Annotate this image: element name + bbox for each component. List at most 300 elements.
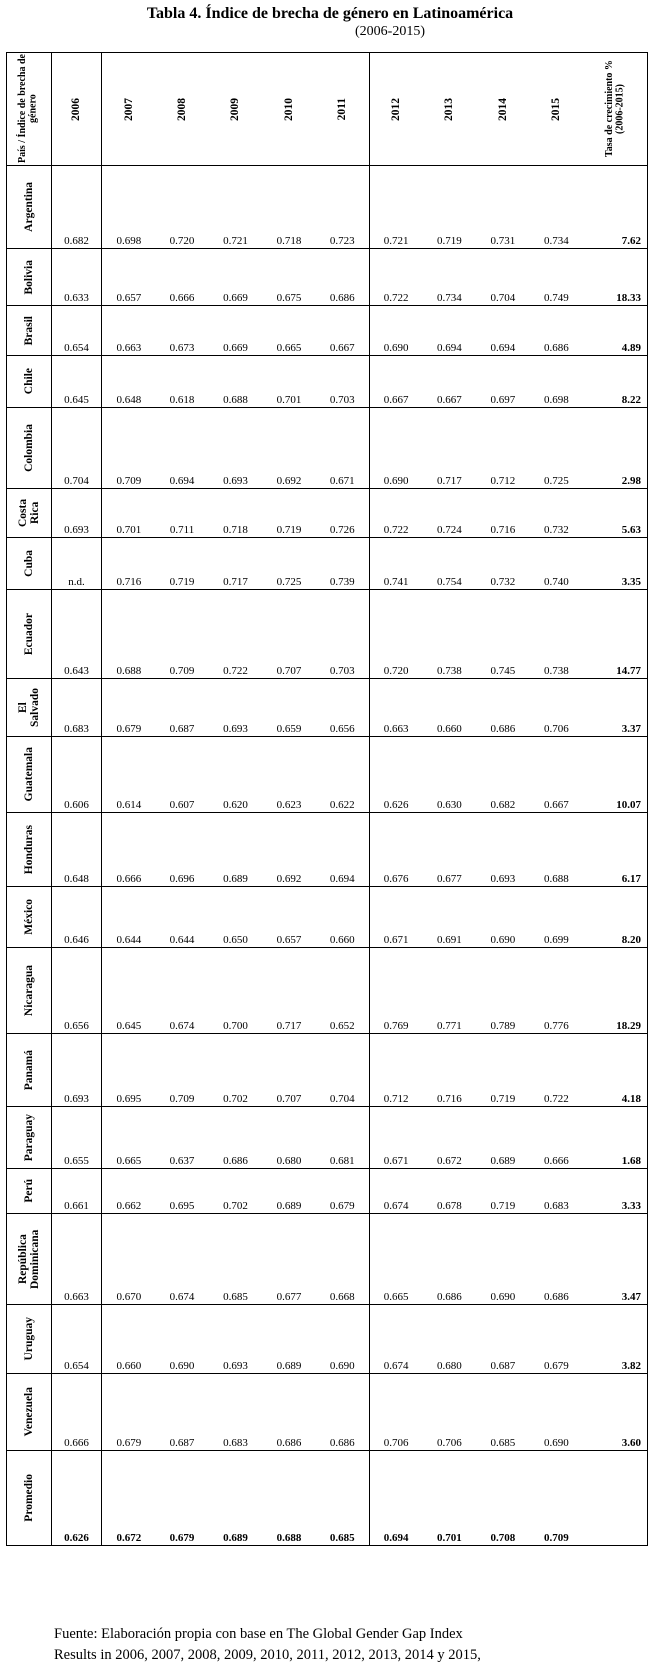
header-year-label: 2011 <box>336 97 349 121</box>
value-cell: 0.745 <box>476 590 529 679</box>
value-cell: 0.693 <box>209 1305 262 1374</box>
table-row <box>7 813 648 887</box>
rate-cell: 1.68 <box>583 1107 647 1169</box>
header-year-label: 2006 <box>70 97 83 121</box>
value-cell: 0.673 <box>155 306 208 356</box>
value-cell: 0.686 <box>316 249 369 306</box>
table-row <box>7 887 648 948</box>
value-cell: 0.700 <box>209 948 262 1034</box>
rate-cell: 18.33 <box>583 249 647 306</box>
table-subtitle: (2006-2015) <box>355 24 425 39</box>
value-cell: 0.693 <box>209 408 262 489</box>
value-cell: 0.701 <box>423 1451 476 1546</box>
value-cell: 0.711 <box>155 489 208 538</box>
country-cell <box>7 590 52 679</box>
value-cell: 0.722 <box>530 1034 583 1107</box>
value-cell: 0.708 <box>476 1451 529 1546</box>
value-cell: 0.672 <box>102 1451 155 1546</box>
value-cell: 0.665 <box>262 306 315 356</box>
table-row <box>7 1034 648 1107</box>
value-cell: 0.701 <box>262 356 315 408</box>
value-cell: 0.771 <box>423 948 476 1034</box>
value-cell: 0.738 <box>423 590 476 679</box>
value-cell: 0.674 <box>155 948 208 1034</box>
value-cell: 0.670 <box>102 1214 155 1305</box>
value-cell: 0.666 <box>51 1374 102 1451</box>
value-cell: 0.674 <box>155 1214 208 1305</box>
table-row <box>7 306 648 356</box>
value-cell: 0.663 <box>102 306 155 356</box>
country-cell <box>7 737 52 813</box>
rate-cell: 4.18 <box>583 1034 647 1107</box>
value-cell: 0.667 <box>530 737 583 813</box>
value-cell: 0.731 <box>476 166 529 249</box>
value-cell: 0.693 <box>209 679 262 737</box>
country-cell <box>7 356 52 408</box>
value-cell: 0.654 <box>51 306 102 356</box>
rate-cell <box>583 1451 647 1546</box>
country-cell-label: El Salvado <box>16 688 41 727</box>
country-cell-label: Ecuador <box>22 612 35 656</box>
value-cell: 0.626 <box>369 737 422 813</box>
value-cell: 0.666 <box>530 1107 583 1169</box>
country-cell-label: Honduras <box>22 824 35 875</box>
value-cell: 0.704 <box>51 408 102 489</box>
value-cell: 0.689 <box>209 813 262 887</box>
table-title: Tabla 4. Índice de brecha de género en Latinoamérica <box>146 5 514 22</box>
value-cell: 0.682 <box>476 737 529 813</box>
value-cell: 0.690 <box>476 1214 529 1305</box>
value-cell: 0.692 <box>262 408 315 489</box>
value-cell: 0.686 <box>530 306 583 356</box>
value-cell: 0.690 <box>369 408 422 489</box>
rate-cell: 6.17 <box>583 813 647 887</box>
value-cell: 0.666 <box>155 249 208 306</box>
value-cell: 0.789 <box>476 948 529 1034</box>
value-cell: 0.702 <box>209 1034 262 1107</box>
value-cell: 0.686 <box>530 1214 583 1305</box>
value-cell: 0.678 <box>423 1169 476 1214</box>
header-year-label: 2013 <box>443 97 456 121</box>
value-cell: 0.701 <box>102 489 155 538</box>
header-year <box>262 53 315 166</box>
value-cell: 0.660 <box>316 887 369 948</box>
value-cell: 0.679 <box>316 1169 369 1214</box>
country-cell-label: Uruguay <box>22 1317 35 1361</box>
country-cell <box>7 408 52 489</box>
value-cell: 0.637 <box>155 1107 208 1169</box>
value-cell: 0.671 <box>369 1107 422 1169</box>
country-cell <box>7 948 52 1034</box>
value-cell: 0.654 <box>51 1305 102 1374</box>
value-cell: 0.668 <box>316 1214 369 1305</box>
value-cell: 0.688 <box>209 356 262 408</box>
value-cell: 0.675 <box>262 249 315 306</box>
value-cell: 0.691 <box>423 887 476 948</box>
value-cell: 0.655 <box>51 1107 102 1169</box>
table-row <box>7 1451 648 1546</box>
header-year-label: 2014 <box>496 97 509 121</box>
value-cell: 0.709 <box>102 408 155 489</box>
value-cell: 0.719 <box>476 1169 529 1214</box>
value-cell: 0.707 <box>262 590 315 679</box>
header-year <box>316 53 369 166</box>
value-cell: 0.669 <box>209 306 262 356</box>
value-cell: 0.698 <box>530 356 583 408</box>
value-cell: 0.660 <box>102 1305 155 1374</box>
value-cell: 0.699 <box>530 887 583 948</box>
value-cell: 0.687 <box>155 679 208 737</box>
value-cell: n.d. <box>51 538 102 590</box>
value-cell: 0.709 <box>155 590 208 679</box>
value-cell: 0.652 <box>316 948 369 1034</box>
value-cell: 0.685 <box>209 1214 262 1305</box>
header-year <box>209 53 262 166</box>
header-year <box>102 53 155 166</box>
value-cell: 0.738 <box>530 590 583 679</box>
value-cell: 0.690 <box>530 1374 583 1451</box>
value-cell: 0.679 <box>102 679 155 737</box>
value-cell: 0.679 <box>102 1374 155 1451</box>
country-cell-label: Venezuela <box>22 1387 35 1437</box>
header-year-label: 2007 <box>122 97 135 121</box>
value-cell: 0.671 <box>369 887 422 948</box>
value-cell: 0.671 <box>316 408 369 489</box>
value-cell: 0.732 <box>476 538 529 590</box>
value-cell: 0.719 <box>423 166 476 249</box>
rate-cell: 4.89 <box>583 306 647 356</box>
table-row <box>7 590 648 679</box>
value-cell: 0.680 <box>262 1107 315 1169</box>
country-cell-label: Costa Rica <box>16 498 41 528</box>
value-cell: 0.679 <box>530 1305 583 1374</box>
value-cell: 0.724 <box>423 489 476 538</box>
header-year-label: 2015 <box>550 97 563 121</box>
header-row <box>7 53 648 166</box>
value-cell: 0.720 <box>155 166 208 249</box>
value-cell: 0.666 <box>102 813 155 887</box>
value-cell: 0.725 <box>530 408 583 489</box>
header-year-label: 2010 <box>282 97 295 121</box>
rate-cell: 5.63 <box>583 489 647 538</box>
country-cell-label: Argentina <box>22 182 35 232</box>
value-cell: 0.703 <box>316 590 369 679</box>
country-cell <box>7 489 52 538</box>
table-row <box>7 1214 648 1305</box>
header-year <box>155 53 208 166</box>
value-cell: 0.717 <box>262 948 315 1034</box>
value-cell: 0.693 <box>51 489 102 538</box>
value-cell: 0.720 <box>369 590 422 679</box>
value-cell: 0.686 <box>423 1214 476 1305</box>
value-cell: 0.719 <box>476 1034 529 1107</box>
value-cell: 0.721 <box>369 166 422 249</box>
country-cell-label: Bolivia <box>22 259 35 295</box>
value-cell: 0.734 <box>530 166 583 249</box>
value-cell: 0.703 <box>316 356 369 408</box>
table-row <box>7 737 648 813</box>
country-cell-label: Brasil <box>22 315 35 346</box>
table-row <box>7 249 648 306</box>
header-year <box>423 53 476 166</box>
value-cell: 0.718 <box>209 489 262 538</box>
table-row <box>7 166 648 249</box>
value-cell: 0.674 <box>369 1305 422 1374</box>
value-cell: 0.677 <box>423 813 476 887</box>
value-cell: 0.726 <box>316 489 369 538</box>
value-cell: 0.688 <box>262 1451 315 1546</box>
country-cell <box>7 249 52 306</box>
value-cell: 0.689 <box>476 1107 529 1169</box>
value-cell: 0.681 <box>316 1107 369 1169</box>
rate-cell: 10.07 <box>583 737 647 813</box>
value-cell: 0.723 <box>316 166 369 249</box>
value-cell: 0.707 <box>262 1034 315 1107</box>
value-cell: 0.693 <box>51 1034 102 1107</box>
value-cell: 0.732 <box>530 489 583 538</box>
value-cell: 0.680 <box>423 1305 476 1374</box>
value-cell: 0.683 <box>209 1374 262 1451</box>
value-cell: 0.606 <box>51 737 102 813</box>
table-row <box>7 1169 648 1214</box>
value-cell: 0.648 <box>51 813 102 887</box>
value-cell: 0.689 <box>262 1169 315 1214</box>
value-cell: 0.626 <box>51 1451 102 1546</box>
country-cell-label: República Dominicana <box>16 1229 41 1289</box>
value-cell: 0.706 <box>423 1374 476 1451</box>
table-row <box>7 538 648 590</box>
table-row <box>7 1107 648 1169</box>
value-cell: 0.687 <box>155 1374 208 1451</box>
source-line-2: Results in 2006, 2007, 2008, 2009, 2010, 2011, 2012, 2013, 2014 y 2015, <box>54 1647 481 1663</box>
value-cell: 0.644 <box>155 887 208 948</box>
value-cell: 0.706 <box>530 679 583 737</box>
value-cell: 0.683 <box>530 1169 583 1214</box>
value-cell: 0.622 <box>316 737 369 813</box>
value-cell: 0.661 <box>51 1169 102 1214</box>
value-cell: 0.702 <box>209 1169 262 1214</box>
value-cell: 0.690 <box>476 887 529 948</box>
country-cell <box>7 166 52 249</box>
rate-cell: 14.77 <box>583 590 647 679</box>
country-cell-label: Paraguay <box>22 1113 35 1162</box>
country-cell-label: Chile <box>22 368 35 395</box>
value-cell: 0.688 <box>530 813 583 887</box>
country-cell <box>7 679 52 737</box>
value-cell: 0.694 <box>423 306 476 356</box>
value-cell: 0.643 <box>51 590 102 679</box>
header-year-label: 2008 <box>176 97 189 121</box>
value-cell: 0.717 <box>209 538 262 590</box>
value-cell: 0.717 <box>423 408 476 489</box>
table-row <box>7 356 648 408</box>
value-cell: 0.712 <box>476 408 529 489</box>
rate-cell: 8.20 <box>583 887 647 948</box>
value-cell: 0.718 <box>262 166 315 249</box>
country-cell <box>7 1451 52 1546</box>
value-cell: 0.704 <box>476 249 529 306</box>
value-cell: 0.734 <box>423 249 476 306</box>
value-cell: 0.686 <box>476 679 529 737</box>
value-cell: 0.657 <box>262 887 315 948</box>
value-cell: 0.716 <box>102 538 155 590</box>
header-year <box>369 53 422 166</box>
rate-cell: 3.33 <box>583 1169 647 1214</box>
value-cell: 0.690 <box>369 306 422 356</box>
value-cell: 0.716 <box>476 489 529 538</box>
header-corner-label: País / Índice de brecha de género <box>17 54 39 164</box>
value-cell: 0.686 <box>316 1374 369 1451</box>
value-cell: 0.648 <box>102 356 155 408</box>
table-row <box>7 408 648 489</box>
value-cell: 0.663 <box>369 679 422 737</box>
country-cell <box>7 1107 52 1169</box>
value-cell: 0.769 <box>369 948 422 1034</box>
value-cell: 0.679 <box>155 1451 208 1546</box>
value-cell: 0.685 <box>316 1451 369 1546</box>
value-cell: 0.754 <box>423 538 476 590</box>
value-cell: 0.690 <box>316 1305 369 1374</box>
value-cell: 0.776 <box>530 948 583 1034</box>
value-cell: 0.656 <box>316 679 369 737</box>
value-cell: 0.725 <box>262 538 315 590</box>
country-cell <box>7 306 52 356</box>
value-cell: 0.650 <box>209 887 262 948</box>
value-cell: 0.722 <box>369 489 422 538</box>
table-row <box>7 679 648 737</box>
value-cell: 0.644 <box>102 887 155 948</box>
table-row <box>7 489 648 538</box>
table-row <box>7 1305 648 1374</box>
header-year-label: 2009 <box>229 97 242 121</box>
value-cell: 0.685 <box>476 1374 529 1451</box>
value-cell: 0.739 <box>316 538 369 590</box>
value-cell: 0.686 <box>262 1374 315 1451</box>
value-cell: 0.669 <box>209 249 262 306</box>
value-cell: 0.663 <box>51 1214 102 1305</box>
rate-cell: 3.35 <box>583 538 647 590</box>
value-cell: 0.618 <box>155 356 208 408</box>
value-cell: 0.667 <box>369 356 422 408</box>
value-cell: 0.687 <box>476 1305 529 1374</box>
value-cell: 0.657 <box>102 249 155 306</box>
value-cell: 0.749 <box>530 249 583 306</box>
value-cell: 0.709 <box>155 1034 208 1107</box>
rate-cell: 3.37 <box>583 679 647 737</box>
rate-cell: 8.22 <box>583 356 647 408</box>
country-cell <box>7 1305 52 1374</box>
value-cell: 0.645 <box>51 356 102 408</box>
value-cell: 0.704 <box>316 1034 369 1107</box>
value-cell: 0.696 <box>155 813 208 887</box>
value-cell: 0.697 <box>476 356 529 408</box>
value-cell: 0.693 <box>476 813 529 887</box>
value-cell: 0.694 <box>316 813 369 887</box>
value-cell: 0.740 <box>530 538 583 590</box>
value-cell: 0.692 <box>262 813 315 887</box>
source-line-1: Fuente: Elaboración propia con base en The Global Gender Gap Index <box>54 1626 463 1642</box>
country-cell <box>7 813 52 887</box>
value-cell: 0.706 <box>369 1374 422 1451</box>
value-cell: 0.698 <box>102 166 155 249</box>
header-rate <box>583 53 647 166</box>
value-cell: 0.633 <box>51 249 102 306</box>
header-year <box>51 53 102 166</box>
country-cell <box>7 538 52 590</box>
value-cell: 0.686 <box>209 1107 262 1169</box>
country-cell-label: Cuba <box>22 550 35 577</box>
value-cell: 0.672 <box>423 1107 476 1169</box>
country-cell <box>7 887 52 948</box>
value-cell: 0.716 <box>423 1034 476 1107</box>
value-cell: 0.620 <box>209 737 262 813</box>
value-cell: 0.689 <box>262 1305 315 1374</box>
rate-cell: 3.60 <box>583 1374 647 1451</box>
value-cell: 0.683 <box>51 679 102 737</box>
value-cell: 0.712 <box>369 1034 422 1107</box>
value-cell: 0.695 <box>102 1034 155 1107</box>
value-cell: 0.677 <box>262 1214 315 1305</box>
value-cell: 0.665 <box>369 1214 422 1305</box>
country-cell-label: Panamá <box>22 1049 35 1091</box>
value-cell: 0.688 <box>102 590 155 679</box>
value-cell: 0.676 <box>369 813 422 887</box>
value-cell: 0.719 <box>155 538 208 590</box>
value-cell: 0.709 <box>530 1451 583 1546</box>
header-year <box>530 53 583 166</box>
value-cell: 0.722 <box>369 249 422 306</box>
header-year <box>476 53 529 166</box>
value-cell: 0.665 <box>102 1107 155 1169</box>
country-cell <box>7 1374 52 1451</box>
header-year-label: 2012 <box>390 97 403 121</box>
value-cell: 0.659 <box>262 679 315 737</box>
value-cell: 0.694 <box>476 306 529 356</box>
value-cell: 0.614 <box>102 737 155 813</box>
rate-cell: 18.29 <box>583 948 647 1034</box>
country-cell-label: Perú <box>22 1179 35 1203</box>
value-cell: 0.690 <box>155 1305 208 1374</box>
value-cell: 0.674 <box>369 1169 422 1214</box>
value-cell: 0.646 <box>51 887 102 948</box>
rate-cell: 3.82 <box>583 1305 647 1374</box>
value-cell: 0.721 <box>209 166 262 249</box>
value-cell: 0.630 <box>423 737 476 813</box>
value-cell: 0.682 <box>51 166 102 249</box>
country-cell-label: Promedio <box>22 1474 35 1522</box>
table-row <box>7 1374 648 1451</box>
header-corner <box>7 53 52 166</box>
country-cell <box>7 1169 52 1214</box>
country-cell-label: Colombia <box>22 424 35 472</box>
value-cell: 0.689 <box>209 1451 262 1546</box>
value-cell: 0.741 <box>369 538 422 590</box>
value-cell: 0.695 <box>155 1169 208 1214</box>
table-row <box>7 948 648 1034</box>
country-cell-label: México <box>22 899 35 935</box>
value-cell: 0.722 <box>209 590 262 679</box>
country-cell <box>7 1034 52 1107</box>
rate-cell: 2.98 <box>583 408 647 489</box>
country-cell-label: Nicaragua <box>22 964 35 1017</box>
country-cell-label: Guatemala <box>22 747 35 802</box>
value-cell: 0.694 <box>155 408 208 489</box>
source-note <box>54 1624 481 1666</box>
gender-gap-table <box>6 52 648 1546</box>
rate-cell: 3.47 <box>583 1214 647 1305</box>
value-cell: 0.656 <box>51 948 102 1034</box>
value-cell: 0.662 <box>102 1169 155 1214</box>
